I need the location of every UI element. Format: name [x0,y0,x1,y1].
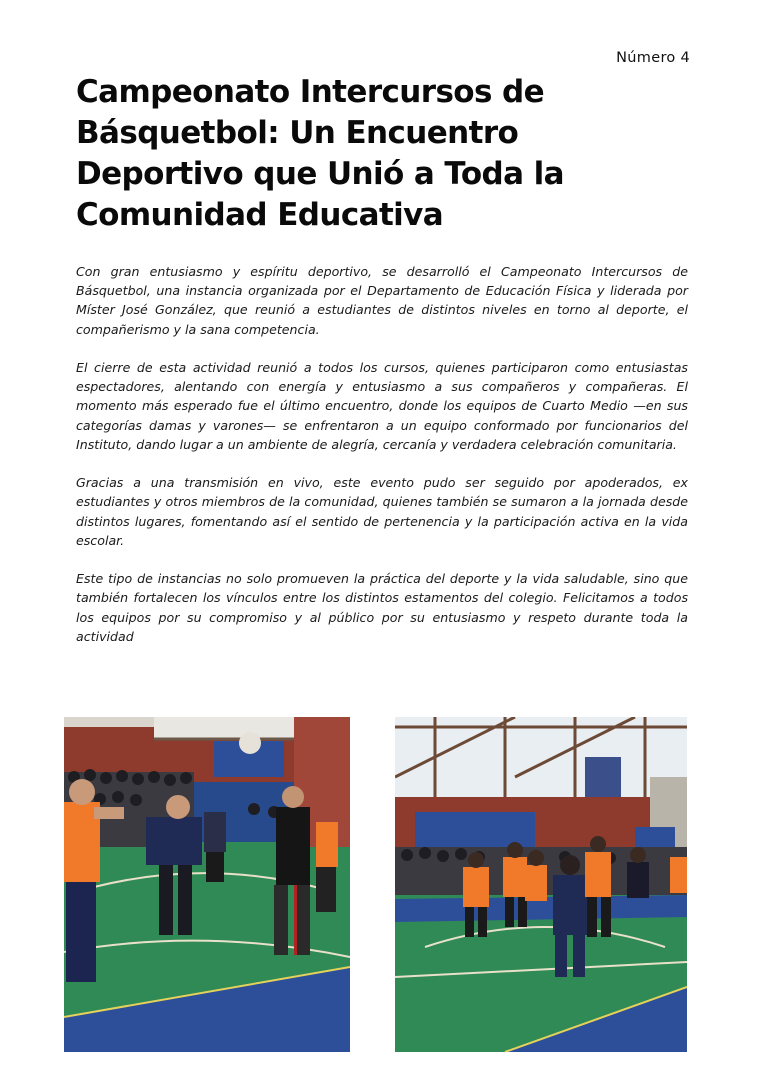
paragraph-2: El cierre de esta actividad reunió a todos los cursos, quienes participaron como entusiastas espectadores, alentando con energía y entusiasmo a sus compañeros y compañeras. El momento más esperado fue el último encuentro, donde los equipos de Cuarto Medio —en sus categorías damas y varones— se enfrentaron a un equipo conformado por funcionarios del Instituto, dando lugar a un ambiente de alegría, cercanía y verdadera celebración comunitaria. [76,360,688,452]
basketball-photo-left [64,717,350,1052]
article-body [76,262,688,665]
article-title: Campeonato Intercursos de Básquetbol: Un Encuentro Deportivo que Unió a Toda la Comunidad Educativa [76,74,564,233]
issue-number: Número 4 [616,50,690,66]
basketball-photo-right [395,717,687,1052]
gym-scene-left-image [64,717,350,1052]
gym-scene-right-image [395,717,687,1052]
paragraph-1: Con gran entusiasmo y espíritu deportivo, se desarrolló el Campeonato Intercursos de Básquetbol, una instancia organizada por el Departamento de Educación Física y liderada por Míster José González, que reunió a estudiantes de distintos niveles en torno al deporte, el compañerismo y la sana competencia. [76,264,688,337]
paragraph-4: Este tipo de instancias no solo promueven la práctica del deporte y la vida saludable, sino que también fortalecen los vínculos entre los distintos estamentos del colegio. Felicitamos a todos los equipos por su compromiso y al público por su entusiasmo y respeto durante toda la actividad [76,571,688,644]
paragraph-3: Gracias a una transmisión en vivo, este evento pudo ser seguido por apoderados, ex estudiantes y otros miembros de la comunidad, quienes también se sumaron a la jornada desde distintos lugares, fomentando así el sentido de pertenencia y la participación activa en la vida escolar. [76,475,688,548]
